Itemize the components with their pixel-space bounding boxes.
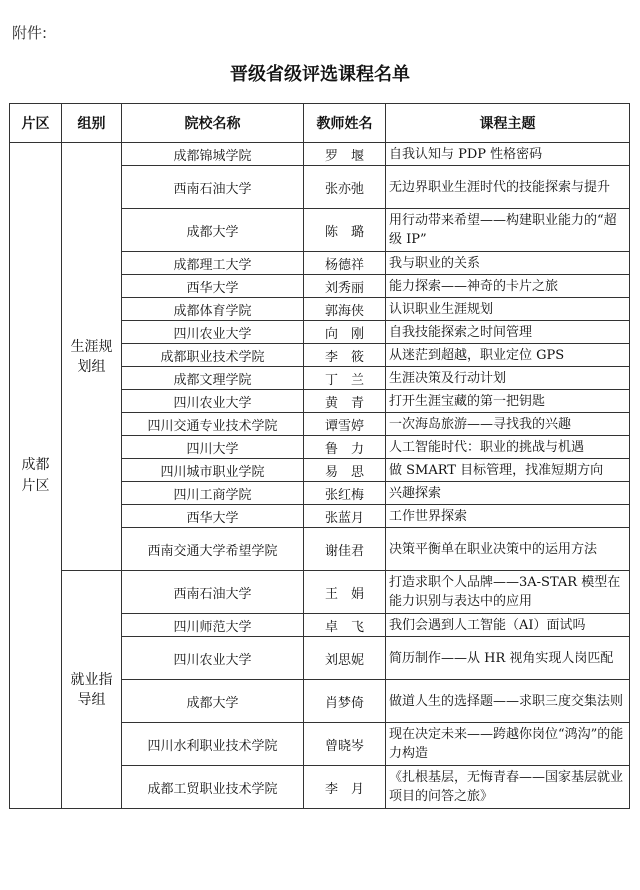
teacher-cell: 黄 青 bbox=[304, 390, 386, 413]
teacher-cell: 王 娟 bbox=[304, 571, 386, 614]
school-cell: 四川大学 bbox=[122, 436, 304, 459]
teacher-cell: 丁 兰 bbox=[304, 367, 386, 390]
school-cell: 西南石油大学 bbox=[122, 571, 304, 614]
school-cell: 成都锦城学院 bbox=[122, 143, 304, 166]
document-title: 晋级省级评选课程名单 bbox=[230, 64, 410, 85]
teacher-cell: 向 刚 bbox=[304, 321, 386, 344]
teacher-cell: 谭雪婷 bbox=[304, 413, 386, 436]
topic-cell: 自我技能探索之时间管理 bbox=[386, 321, 630, 344]
topic-cell: 决策平衡单在职业决策中的运用方法 bbox=[386, 528, 630, 571]
teacher-cell: 李 筱 bbox=[304, 344, 386, 367]
course-table bbox=[9, 103, 630, 809]
teacher-cell: 李 月 bbox=[304, 766, 386, 809]
header-group: 组别 bbox=[62, 104, 122, 143]
topic-cell: 我与职业的关系 bbox=[386, 252, 630, 275]
topic-cell: 工作世界探索 bbox=[386, 505, 630, 528]
school-cell: 西华大学 bbox=[122, 505, 304, 528]
school-cell: 四川农业大学 bbox=[122, 390, 304, 413]
topic-cell: 我们会遇到人工智能（AI）面试吗 bbox=[386, 614, 630, 637]
table-body bbox=[10, 143, 630, 809]
topic-cell: 打开生涯宝藏的第一把钥匙 bbox=[386, 390, 630, 413]
teacher-cell: 卓 飞 bbox=[304, 614, 386, 637]
school-cell: 四川城市职业学院 bbox=[122, 459, 304, 482]
area-cell: 成都 片区 bbox=[10, 143, 62, 809]
teacher-cell: 鲁 力 bbox=[304, 436, 386, 459]
topic-cell: 自我认知与 PDP 性格密码 bbox=[386, 143, 630, 166]
teacher-cell: 易 思 bbox=[304, 459, 386, 482]
school-cell: 西华大学 bbox=[122, 275, 304, 298]
group-cell: 就业指 导组 bbox=[62, 571, 122, 809]
teacher-cell: 杨德祥 bbox=[304, 252, 386, 275]
school-cell: 四川农业大学 bbox=[122, 637, 304, 680]
teacher-cell: 刘思妮 bbox=[304, 637, 386, 680]
school-cell: 成都职业技术学院 bbox=[122, 344, 304, 367]
school-cell: 成都体育学院 bbox=[122, 298, 304, 321]
attachment-label: 附件: bbox=[12, 24, 48, 42]
topic-cell: 一次海岛旅游——寻找我的兴趣 bbox=[386, 413, 630, 436]
school-cell: 成都大学 bbox=[122, 209, 304, 252]
teacher-cell: 张亦弛 bbox=[304, 166, 386, 209]
school-cell: 四川交通专业技术学院 bbox=[122, 413, 304, 436]
header-school: 院校名称 bbox=[122, 104, 304, 143]
school-cell: 成都工贸职业技术学院 bbox=[122, 766, 304, 809]
topic-cell: 人工智能时代：职业的挑战与机遇 bbox=[386, 436, 630, 459]
table-row bbox=[10, 143, 630, 166]
school-cell: 成都大学 bbox=[122, 680, 304, 723]
topic-cell: 从迷茫到超越，职业定位 GPS bbox=[386, 344, 630, 367]
teacher-cell: 陈 璐 bbox=[304, 209, 386, 252]
teacher-cell: 肖梦倚 bbox=[304, 680, 386, 723]
school-cell: 成都理工大学 bbox=[122, 252, 304, 275]
school-cell: 西南石油大学 bbox=[122, 166, 304, 209]
teacher-cell: 郭海侠 bbox=[304, 298, 386, 321]
school-cell: 成都文理学院 bbox=[122, 367, 304, 390]
topic-cell: 做道人生的选择题——求职三度交集法则 bbox=[386, 680, 630, 723]
topic-cell: 无边界职业生涯时代的技能探索与提升 bbox=[386, 166, 630, 209]
table-header-row bbox=[10, 104, 630, 143]
school-cell: 四川工商学院 bbox=[122, 482, 304, 505]
teacher-cell: 谢佳君 bbox=[304, 528, 386, 571]
topic-cell: 做 SMART 目标管理，找准短期方向 bbox=[386, 459, 630, 482]
teacher-cell: 张红梅 bbox=[304, 482, 386, 505]
teacher-cell: 曾晓岑 bbox=[304, 723, 386, 766]
topic-cell: 打造求职个人品牌——3A-STAR 模型在能力识别与表达中的应用 bbox=[386, 571, 630, 614]
topic-cell: 《扎根基层，无悔青春——国家基层就业项目的问答之旅》 bbox=[386, 766, 630, 809]
teacher-cell: 张蓝月 bbox=[304, 505, 386, 528]
topic-cell: 认识职业生涯规划 bbox=[386, 298, 630, 321]
topic-cell: 用行动带来希望——构建职业能力的“超级 IP” bbox=[386, 209, 630, 252]
topic-cell: 现在决定未来——跨越你岗位“鸿沟”的能力构造 bbox=[386, 723, 630, 766]
topic-cell: 简历制作——从 HR 视角实现人岗匹配 bbox=[386, 637, 630, 680]
table-row bbox=[10, 571, 630, 614]
group-cell: 生涯规 划组 bbox=[62, 143, 122, 571]
school-cell: 四川水利职业技术学院 bbox=[122, 723, 304, 766]
topic-cell: 生涯决策及行动计划 bbox=[386, 367, 630, 390]
header-topic: 课程主题 bbox=[386, 104, 630, 143]
topic-cell: 兴趣探索 bbox=[386, 482, 630, 505]
teacher-cell: 刘秀丽 bbox=[304, 275, 386, 298]
school-cell: 四川师范大学 bbox=[122, 614, 304, 637]
topic-cell: 能力探索——神奇的卡片之旅 bbox=[386, 275, 630, 298]
teacher-cell: 罗 堰 bbox=[304, 143, 386, 166]
school-cell: 四川农业大学 bbox=[122, 321, 304, 344]
header-teacher: 教师姓名 bbox=[304, 104, 386, 143]
header-area: 片区 bbox=[10, 104, 62, 143]
school-cell: 西南交通大学希望学院 bbox=[122, 528, 304, 571]
